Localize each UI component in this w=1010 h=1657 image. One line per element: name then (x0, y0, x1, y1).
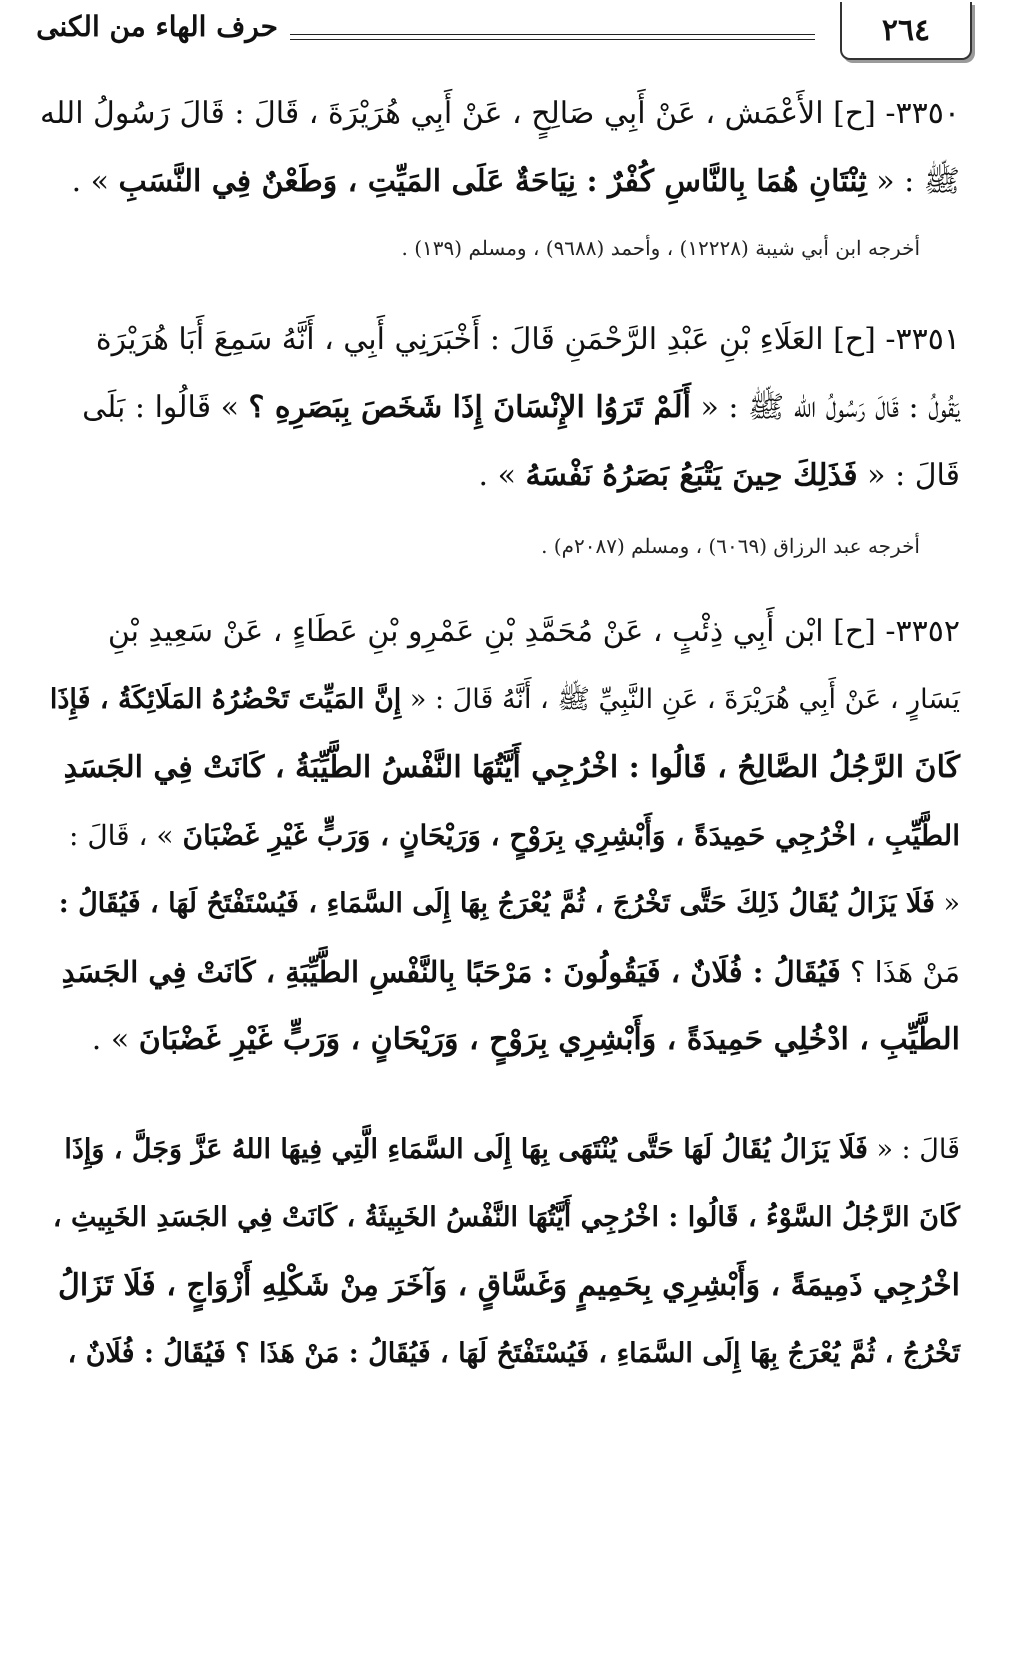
prophetic-text: إِنَّ المَيِّتَ تَحْضُرُهُ المَلَائِكَةُ ، فَإِذَا (49, 684, 402, 715)
prophetic-text: الطَّيِّبِ ، اخْرُجِي حَمِيدَةً ، وَأَبْشِرِي بِرَوْحٍ ، وَرَيْحَانٍ ، وَرَبٍّ غَيْرِ غَضْبَانَ (182, 819, 960, 852)
hadith-line: « فَلَا يَزَالُ يُقَالُ ذَلِكَ حَتَّى تَخْرُجَ ، ثُمَّ يُعْرَجُ بِهَا إِلَى السَّمَاءِ ، فَيُسْتَفْتَحُ لَهَا ، فَيُقَالُ : (58, 888, 960, 919)
hadith-line: ٣٣٥١- [ح] العَلَاءِ بْنِ عَبْدِ الرَّحْمَنِ قَالَ : أَخْبَرَنِي أَبِي ، أَنَّهُ سَمِعَ أَبَا هُرَيْرَة (95, 322, 960, 357)
hadith-line: يَسَارٍ ، عَنْ أَبِي هُرَيْرَةَ ، عَنِ النَّبِيِّ ﷺ ، أَنَّهُ قَالَ : « إِنَّ المَيِّتَ تَحْضُرُهُ المَلَائِكَةُ ، فَإِذَا (49, 684, 960, 715)
hadith-line (40, 734, 960, 802)
hadith-line: قَالَ : « فَذَلِكَ حِينَ يَتْبَعُ بَصَرُهُ نَفْسَهُ » . (478, 458, 960, 493)
prophetic-text: اخْرُجِي ذَمِيمَةً ، وَأَبْشِرِي بِحَمِيمٍ وَغَسَّاقٍ ، وَآخَرَ مِنْ شَكْلِهِ أَزْوَاجٍ ، فَلَا تَزَالُ (58, 1268, 960, 1303)
prophetic-text: فَذَلِكَ حِينَ يَتْبَعُ بَصَرُهُ نَفْسَهُ (525, 458, 858, 493)
hadith-line (40, 1252, 960, 1320)
hadith-line: يَقُولُ : قَالَ رَسُولُ الله ﷺ : « أَلَمْ تَرَوُا الإِنْسَانَ إِذَا شَخَصَ بِبَصَرِهِ ؟ » قَالُوا : بَلَى (82, 390, 960, 425)
hadith-3350 (40, 80, 960, 216)
hadith-line: ٣٣٥٠- [ح] الأَعْمَش ، عَنْ أَبِي صَالِحٍ ، عَنْ أَبِي هُرَيْرَةَ ، قَالَ : قَالَ رَسُولُ الله (40, 96, 960, 131)
hadith-3352 (40, 598, 960, 1074)
hadith-line: الطَّيِّبِ ، اخْرُجِي حَمِيدَةً ، وَأَبْشِرِي بِرَوْحٍ ، وَرَيْحَانٍ ، وَرَبٍّ غَيْرِ غَضْبَانَ » ، قَالَ : (68, 819, 960, 852)
hadith-line: مَنْ هَذَا ؟ فَيُقَالُ : فُلَانٌ ، فَيَقُولُونَ : مَرْحَبًا بِالنَّفْسِ الطَّيِّبَةِ ، كَانَتْ فِي الجَسَدِ (61, 955, 960, 989)
hadith-line: الطَّيِّبِ ، ادْخُلِي حَمِيدَةً ، وَأَبْشِرِي بِرَوْحٍ ، وَرَيْحَانٍ ، وَرَبٍّ غَيْرِ غَضْبَانَ » . (91, 1022, 960, 1057)
prophetic-text: كَانَ الرَّجُلُ السَّوْءُ ، قَالُوا : اخْرُجِي أَيَّتُهَا النَّفْسُ الخَبِيثَةُ ، كَانَتْ فِي الجَسَدِ الخَبِيثِ ، (52, 1202, 960, 1233)
prophetic-text: فَيُقَالُ : فُلَانٌ ، فَيَقُولُونَ : مَرْحَبًا بِالنَّفْسِ الطَّيِّبَةِ ، كَانَتْ فِي الجَسَدِ (61, 955, 841, 989)
prophetic-text: الطَّيِّبِ ، ادْخُلِي حَمِيدَةً ، وَأَبْشِرِي بِرَوْحٍ ، وَرَيْحَانٍ ، وَرَبٍّ غَيْرِ غَضْبَانَ (138, 1022, 960, 1057)
hadith-line (40, 1320, 960, 1388)
prophetic-text: ثِنْتَانِ هُمَا بِالنَّاسِ كُفْرٌ : نِيَاحَةٌ عَلَى المَيِّتِ ، وَطَعْنٌ فِي النَّسَبِ (118, 164, 867, 199)
prophetic-text: كَانَ الرَّجُلُ الصَّالِحُ ، قَالُوا : اخْرُجِي أَيَّتُهَا النَّفْسُ الطَّيِّبَةُ ، كَانَتْ فِي الجَسَدِ (63, 750, 960, 785)
prophetic-text: فَلَا يَزَالُ يُقَالُ لَهَا حَتَّى يُنْتَهَى بِهَا إِلَى السَّمَاءِ الَّتِي فِيهَا اللهُ عَزَّ وَجَلَّ ، وَإِذَا (64, 1134, 868, 1165)
hadith-3351 (40, 306, 960, 510)
chapter-title: حرف الهاء من الكنى (36, 10, 278, 43)
hadith-line (40, 1184, 960, 1252)
hadith-line: ﷺ : « ثِنْتَانِ هُمَا بِالنَّاسِ كُفْرٌ : نِيَاحَةٌ عَلَى المَيِّتِ ، وَطَعْنٌ فِي النَّسَبِ » . (71, 164, 960, 199)
prophetic-text: تَخْرُجُ ، ثُمَّ يُعْرَجُ بِهَا إِلَى السَّمَاءِ ، فَيُسْتَفْتَحُ لَهَا ، فَيُقَالُ : مَنْ هَذَا ؟ فَيُقَالُ : فُلَانٌ ، (67, 1338, 960, 1369)
hadith-line: قَالَ : « فَلَا يَزَالُ يُقَالُ لَهَا حَتَّى يُنْتَهَى بِهَا إِلَى السَّمَاءِ الَّتِي فِيهَا اللهُ عَزَّ وَجَلَّ ، وَإِذَا (64, 1134, 960, 1165)
source-note-3350: أخرجه ابن أبي شيبة (١٢٢٢٨) ، وأحمد (٩٦٨٨) ، ومسلم (١٣٩) . (401, 236, 920, 260)
hadith-3352-continuation (40, 1116, 960, 1388)
prophetic-text: فَلَا يَزَالُ يُقَالُ ذَلِكَ حَتَّى تَخْرُجَ ، ثُمَّ يُعْرَجُ بِهَا إِلَى السَّمَاءِ ، فَيُسْتَفْتَحُ لَهَا ، فَيُقَالُ : (58, 888, 935, 919)
hadith-line: ٣٣٥٢- [ح] ابْن أَبِي ذِئْبٍ ، عَنْ مُحَمَّدِ بْنِ عَمْرِو بْنِ عَطَاءٍ ، عَنْ سَعِيدِ بْنِ (107, 614, 960, 649)
prophetic-text: أَلَمْ تَرَوُا الإِنْسَانَ إِذَا شَخَصَ بِبَصَرِهِ ؟ (248, 390, 691, 425)
header-rule (290, 34, 815, 40)
page-number: ٢٦٤ (840, 2, 972, 60)
source-note-3351: أخرجه عبد الرزاق (٦٠٦٩) ، ومسلم (٢٠٨٧م) . (541, 534, 920, 558)
